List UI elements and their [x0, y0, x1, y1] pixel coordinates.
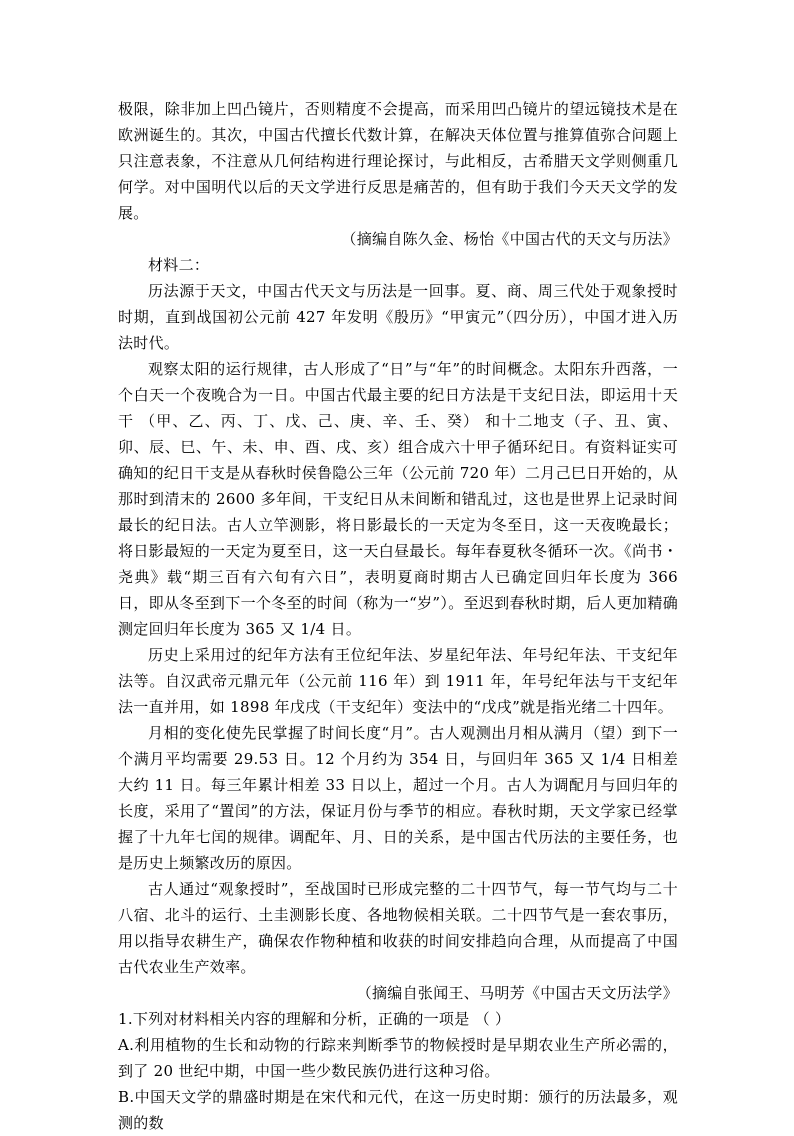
material2-paragraph-2: 观察太阳的运行规律，古人形成了“日”与“年”的时间概念。太阳东升西落，一个白天一个夜晚合为一日。中国古代最主要的纪日方法是干支纪日法，即运用十天干 （甲、乙、丙、丁、戊、己、庚、辛、壬、癸） 和十二地支（子、丑、寅、卯、辰、巳、午、未、申、酉、戌、亥）组合成六十甲子循环纪日。有资料证实可确知的纪日干支是从春秋时侯鲁隐公三年（公元前 720 年）二月己巳日开始的，从那时到清末的 2600 多年间，干支纪日从未间断和错乱过，这也是世界上记录时间最长的纪日法。古人立竿测影，将日影最长的一天定为冬至日，这一天夜晚最长；将日影最短的一天定为夏至日，这一天白昼最长。每年春夏秋冬循环一次。《尚书・尧典》载“期三百有六旬有六日”，表明夏商时期古人已确定回归年长度为 366 日，即从冬至到下一个冬至的时间（称为一“岁”）。至迟到春秋时期，后人更加精确测定回归年长度为 365 又 1/4 日。: [118, 360, 678, 638]
question-1-option-b: B.中国天文学的鼎盛时期是在宋代和元代，在这一历史时期：颁行的历法最多，观测的数: [118, 1088, 678, 1132]
material1-tail-paragraph: 极限，除非加上凹凸镜片，否则精度不会提高，而采用凹凸镜片的望远镜技术是在欧洲诞生的。其次，中国古代擅长代数计算，在解决天体位置与推算值弥合问题上只注意表象，不注意从几何结构进行理论探讨，与此相反，古希腊天文学则侧重几何学。对中国明代以后的天文学进行反思是痛苦的，但有助于我们今天天文学的发展。: [118, 100, 678, 222]
material2-paragraph-3: 历史上采用过的纪年方法有王位纪年法、岁星纪年法、年号纪年法、干支纪年法等。自汉武帝元鼎元年（公元前 116 年）到 1911 年，年号纪年法与干支纪年法一直并用，如 1898 年戊戌（干支纪年）变法中的“戊戌”就是指光绪二十四年。: [118, 646, 678, 716]
material2-title: 材料二：: [148, 256, 210, 274]
question-1-option-a: A.利用植物的生长和动物的行踪来判断季节的物候授时是早期农业生产所必需的，到了 20 世纪中期，中国一些少数民族仍进行这种习俗。: [118, 1036, 678, 1080]
material2-paragraph-4: 月相的变化使先民掌握了时间长度“月”。古人观测出月相从满月（望）到下一个满月平均需要 29.53 日。12 个月约为 354 日，与回归年 365 又 1/4 日相差大约 11 日。每三年累计相差 33 日以上，超过一个月。古人为调配月与回归年的长度，采用了“置闰”的方法，保证月份与季节的相应。春秋时期，天文学家已经掌握了十九年七闰的规律。调配年、月、日的关系，是中国古代历法的主要任务，也是历史上频繁改历的原因。: [118, 724, 678, 872]
material2-paragraph-1: 历法源于天文，中国古代天文与历法是一回事。夏、商、周三代处于观象授时时期，直到战国初公元前 427 年发明《殷历》“甲寅元”（四分历），中国才进入历法时代。: [118, 282, 678, 352]
material2-paragraph-5: 古人通过“观象授时”，至战国时已形成完整的二十四节气，每一节气均与二十八宿、北斗的运行、土圭测影长度、各地物候相关联。二十四节气是一套农事历，用以指导农耕生产，确保农作物种植和收获的时间安排趋向合理，从而提高了中国古代农业生产效率。: [118, 880, 678, 976]
source-citation-2: （摘编自张闻王、马明芳《中国古天文历法学》: [356, 984, 678, 1002]
question-1-stem: 1.下列对材料相关内容的理解和分析，正确的一项是 （ ）: [118, 1010, 511, 1028]
source-citation-1: （摘编自陈久金、杨怡《中国古代的天文与历法》: [341, 230, 678, 248]
document-page: [118, 96, 678, 1136]
